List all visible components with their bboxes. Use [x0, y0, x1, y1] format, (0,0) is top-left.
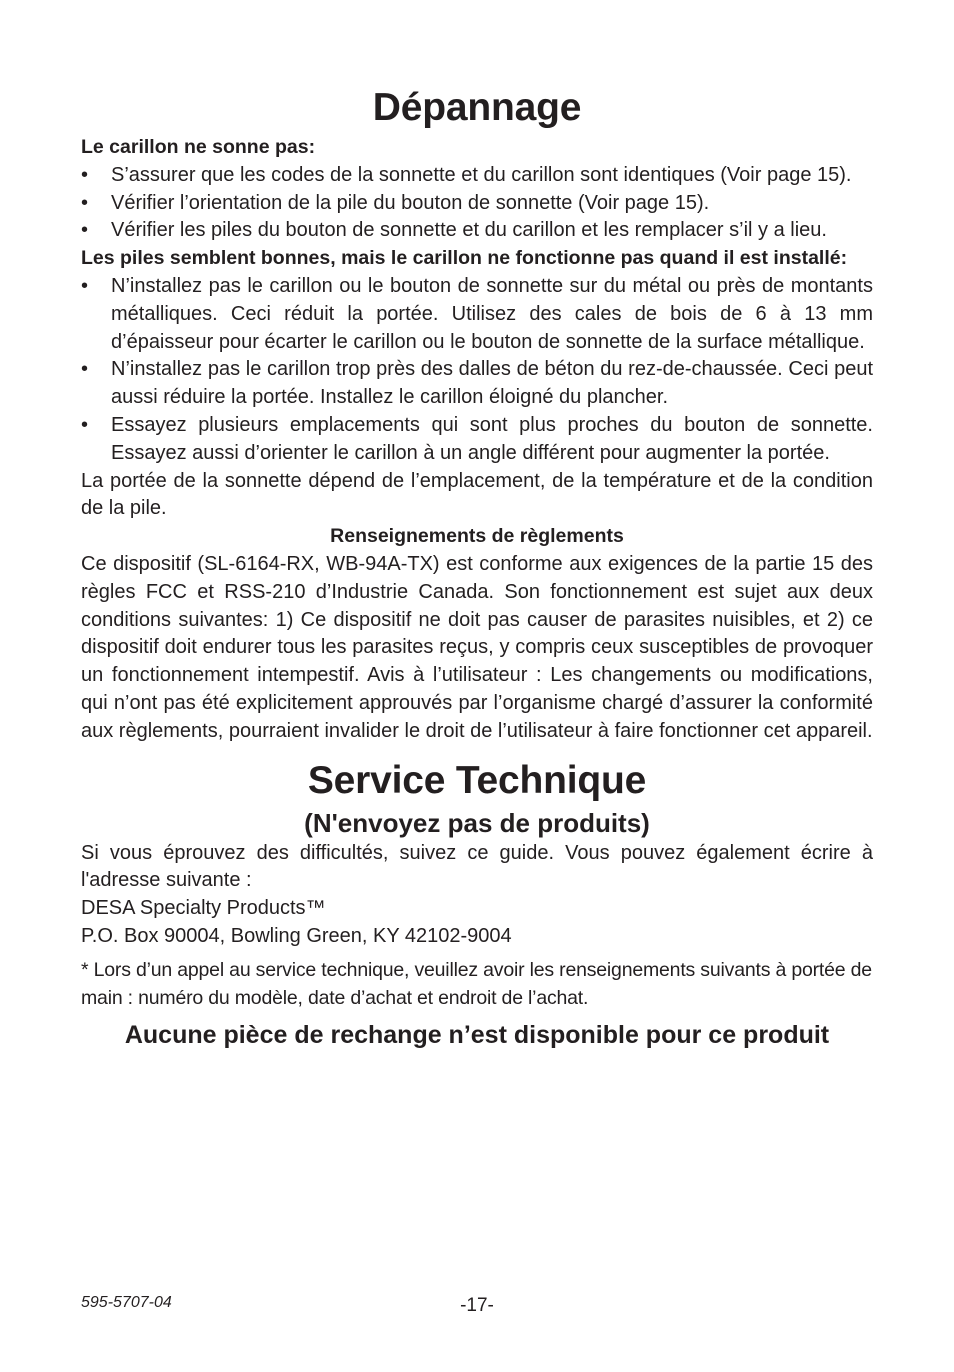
list-item: • S’assurer que les codes de la sonnette et du carillon sont identiques (Voir page 15). — [81, 163, 852, 186]
service-note: * Lors d’un appel au service technique, veuillez avoir les renseignements suivants à portée de main : numéro du modèle, date d’achat et endroit de l’achat. — [81, 958, 872, 1009]
troubleshooting-title: Dépannage — [372, 86, 582, 129]
question-chime-not-ringing: Le carillon ne sonne pas: — [81, 136, 316, 158]
range-note: La portée de la sonnette dépend de l’emplacement, de la température et de la condition de la pile. — [81, 469, 873, 520]
list-item: • N’installez pas le carillon ou le bouton de sonnette sur du métal ou près de montants métalliques. Ceci réduit la portée. Utilisez des cales de bois de 6 à 13 mm d’épaisseur pour écarter le carillon ou le bouton de sonnette de la surface métallique. — [81, 274, 873, 353]
page-number: -17- — [460, 1295, 494, 1316]
list-item: • N’installez pas le carillon trop près des dalles de béton du rez-de-chaussée. Ceci peut aussi réduire la portée. Installez le carillon éloigné du plancher. — [81, 358, 873, 409]
no-parts-notice: Aucune pièce de rechange n’est disponible pour ce produit — [124, 1021, 830, 1050]
question-batteries-ok: Les piles semblent bonnes, mais le carillon ne fonctionne pas quand il est installé: — [81, 247, 848, 270]
company-address: P.O. Box 90004, Bowling Green, KY 42102-9004 — [81, 924, 512, 947]
list-item: • Vérifier l’orientation de la pile du bouton de sonnette (Voir page 15). — [81, 191, 710, 214]
list-item: • Essayez plusieurs emplacements qui sont plus proches du bouton de sonnette. Essayez aussi d’orienter le carillon à un angle différent pour augmenter la portée. — [81, 413, 873, 464]
page-content — [81, 82, 873, 1053]
service-title: Service Technique — [307, 758, 647, 802]
batteries-ok-list — [81, 273, 873, 468]
document-code: 595-5707-04 — [81, 1294, 172, 1311]
company-name: DESA Specialty Products™ — [81, 897, 326, 920]
service-subtitle: (N'envoyez pas de produits) — [304, 807, 650, 838]
regulations-heading: Renseignements de règlements — [330, 525, 624, 548]
list-item: • Vérifier les piles du bouton de sonnette et du carillon et les remplacer s’il y a lieu. — [81, 219, 827, 242]
service-intro: Si vous éprouvez des difficultés, suivez ce guide. Vous pouvez également écrire à l'adresse suivante : — [81, 841, 873, 892]
chime-not-ringing-list — [81, 162, 873, 245]
regulations-body: Ce dispositif (SL-6164-RX, WB-94A-TX) est conforme aux exigences de la partie 15 des règles FCC et RSS-210 d’Industrie Canada. Son fonctionnement est sujet aux deux conditions suivantes: 1) Ce dispositif ne doit pas causer de parasites nuisibles, et 2) ce dispositif doit endurer tous les parasites reçus, y compris ceux susceptibles de provoquer un fonctionnement intempestif. Avis à l’utilisateur : Les changements ou modifications, qui n’ont pas été explicitement approuvés par l’organisme chargé d’assurer la conformité aux règlements, pourraient invalider le droit de l’utilisateur à faire fonctionner cet appareil. — [81, 552, 873, 742]
